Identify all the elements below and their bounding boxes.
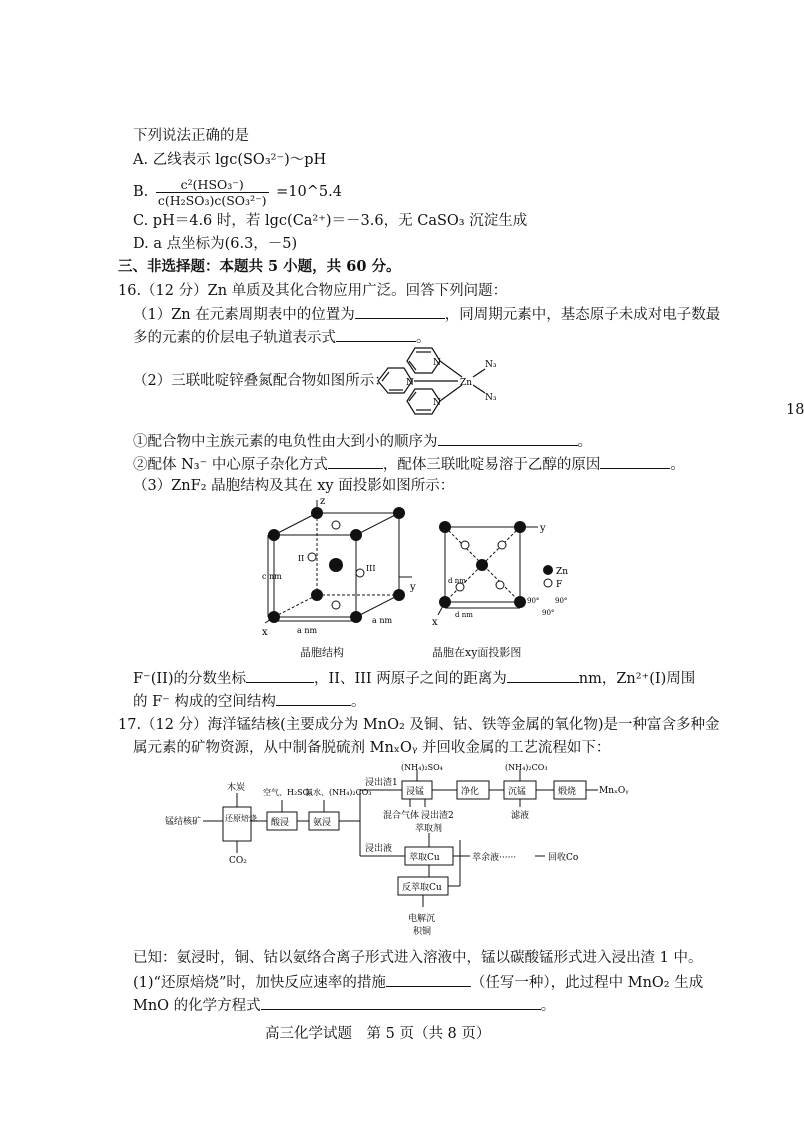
legend-zn: Zn xyxy=(556,567,569,577)
section-3-heading: 三、非选择题：本题共 5 小题，共 60 分。 xyxy=(118,258,401,275)
flow-residue1: 浸出渣1 xyxy=(365,778,398,788)
q16-part2-sub2: ②配体 N₃⁻ 中心原子杂化方式 ，配体三联吡啶易溶于乙醇的原因 。 xyxy=(133,453,685,475)
atom-ii-label: II xyxy=(298,554,305,563)
q17-part1-line2: MnO 的化学方程式 。 xyxy=(133,994,555,1016)
flow-step-precip: 沉锰 xyxy=(508,787,527,797)
flow-step-extract: 萃取Cu xyxy=(409,853,440,863)
flow-feed: 锰结核矿 xyxy=(165,817,202,827)
unit-cell-caption: 晶胞结构 xyxy=(300,646,344,659)
mol-atom-zn: Zn xyxy=(460,378,473,388)
q17-known: 已知：氨浸时，铜、钴以氨络合离子形式进入溶液中，锰以碳酸锰形式进入浸出渣 1 中。 xyxy=(133,950,703,966)
angle-label: 90° xyxy=(542,609,555,617)
answer-blank[interactable] xyxy=(276,690,351,706)
znf2-unit-cell-figure xyxy=(262,495,422,645)
axis-x-label: x xyxy=(262,627,268,638)
flow-step-acid: 酸浸 xyxy=(271,818,290,828)
q16-part3-line1: F⁻(II)的分数坐标 ，II、III 两原子之间的距离为 nm，Zn²⁺(I)周围 xyxy=(133,667,695,689)
margin-mark: 18 xyxy=(786,402,804,418)
axis-y-label: y xyxy=(540,523,546,534)
answer-blank[interactable] xyxy=(438,430,578,446)
answer-blank[interactable] xyxy=(600,453,670,469)
axis-x-label: x xyxy=(432,617,438,628)
q17-stem-line2: 属元素的矿物资源，从中制备脱硫剂 MnₓOᵧ 并回收金属的工艺流程如下： xyxy=(133,740,611,756)
flow-reagent: (NH₄)₂SO₄ xyxy=(401,763,443,772)
terpyridine-zinc-azide-structure xyxy=(370,343,520,418)
c-nm-label: c nm xyxy=(262,572,282,581)
q15-option-b-fraction: $\frac{\text{c²(HSO₃⁻)}}{\text{c(H₂SO₃)c(SO₃²⁻)}}$ xyxy=(157,176,267,208)
mol-azide: N₃ xyxy=(485,393,497,403)
answer-blank[interactable] xyxy=(336,326,416,342)
process-flowchart xyxy=(165,765,635,940)
znf2-xy-projection-figure xyxy=(430,515,580,640)
flow-recover-co: 回收Co xyxy=(548,853,579,863)
flow-step-calcine: 煅烧 xyxy=(558,787,577,797)
mol-azide: N₃ xyxy=(485,360,497,370)
q16-part2: （2）三联吡啶锌叠氮配合物如图所示： xyxy=(133,373,389,389)
flow-leachate: 浸出液 xyxy=(365,844,393,854)
d-nm-label: d nm xyxy=(455,611,473,619)
q16-part1-line2: 多的元素的价层电子轨道表示式 。 xyxy=(133,326,431,348)
flow-filtrate: 滤液 xyxy=(511,811,530,821)
answer-blank[interactable] xyxy=(246,667,314,683)
flow-step-strip: 反萃取Cu xyxy=(402,883,442,893)
flow-electro: 积铜 xyxy=(413,927,432,937)
q15-option-a: A. 乙线表示 lgc(SO₃²⁻)～pH xyxy=(133,152,327,168)
mol-atom-n: N xyxy=(433,398,441,408)
atom-i-label: I xyxy=(342,562,346,571)
page-footer: 高三化学试题 第 5 页（共 8 页） xyxy=(265,1026,491,1042)
flow-electro: 电解沉 xyxy=(408,914,436,924)
atom-iii-label: III xyxy=(366,564,376,573)
flow-raffinate: 萃余液······ xyxy=(472,853,517,863)
angle-label: 90° xyxy=(555,597,568,605)
flow-extractant: 萃取剂 xyxy=(415,824,443,834)
axis-y-label: y xyxy=(410,582,416,593)
q16-stem: 16.（12 分）Zn 单质及其化合物应用广泛。回答下列问题： xyxy=(118,283,508,299)
flow-reagent: 氨水、(NH₄)₂CO₃ xyxy=(305,788,372,797)
q15-option-d: D. a 点坐标为(6.3，－5) xyxy=(133,236,298,252)
mol-atom-n: N xyxy=(433,358,441,368)
q16-part3: （3）ZnF₂ 晶胞结构及其在 xy 面投影如图所示： xyxy=(133,478,455,494)
answer-blank[interactable] xyxy=(261,994,541,1010)
q17-stem-line1: 17.（12 分）海洋锰结核(主要成分为 MnO₂ 及铜、钴、铁等金属的氧化物)是一种富含多种金 xyxy=(118,717,720,733)
flow-mixed-gas: 混合气体 xyxy=(383,811,420,821)
d-nm-label: d nm xyxy=(448,577,466,585)
q15-intro: 下列说法正确的是 xyxy=(133,128,249,144)
legend-f: F xyxy=(556,580,563,590)
flow-reagent: 空气、H₂SO₄ xyxy=(263,788,313,797)
angle-label: 90° xyxy=(527,597,540,605)
q16-part2-sub1: ①配合物中主族元素的电负性由大到小的顺序为 。 xyxy=(133,430,592,452)
axis-z-label: z xyxy=(320,496,326,507)
flow-step-leach-mn: 浸锰 xyxy=(406,787,425,797)
answer-blank[interactable] xyxy=(355,303,445,319)
flow-product: MnₓOᵧ xyxy=(599,786,629,796)
flow-reagent: 木炭 xyxy=(227,783,246,793)
projection-caption: 晶胞在xy面投影图 xyxy=(432,646,522,659)
q15-option-c: C. pH＝4.6 时，若 lgc(Ca²⁺)＝－3.6，无 CaSO₃ 沉淀生成 xyxy=(133,213,528,229)
q17-part1-line1: (1)“还原焙烧”时，加快反应速率的措施 （任写一种），此过程中 MnO₂ 生成 xyxy=(133,971,703,993)
q16-part3-line2: 的 F⁻ 构成的空间结构 。 xyxy=(133,690,365,712)
answer-blank[interactable] xyxy=(328,453,383,469)
mol-atom-n: N xyxy=(406,378,414,388)
flow-step-ammonia: 氨浸 xyxy=(313,818,332,828)
a-nm-label: a nm xyxy=(297,626,318,635)
a-nm-label: a nm xyxy=(372,616,393,625)
flow-reagent: (NH₄)₂CO₃ xyxy=(505,763,548,772)
flow-residue2: 浸出渣2 xyxy=(421,811,454,821)
flow-step-roast: 还原焙烧 xyxy=(225,814,257,823)
flow-co2: CO₂ xyxy=(229,856,247,866)
answer-blank[interactable] xyxy=(386,971,471,987)
q16-part1-line1: （1）Zn 在元素周期表中的位置为 ，同周期元素中，基态原子未成对电子数最 xyxy=(133,303,720,325)
q15-option-b: B. $\frac{\text{c²(HSO₃⁻)}}{\text{c(H₂SO₃)c(SO₃²⁻)}}$ =10^5.4 xyxy=(133,176,342,208)
answer-blank[interactable] xyxy=(507,667,579,683)
flow-step-purify: 净化 xyxy=(461,787,480,797)
